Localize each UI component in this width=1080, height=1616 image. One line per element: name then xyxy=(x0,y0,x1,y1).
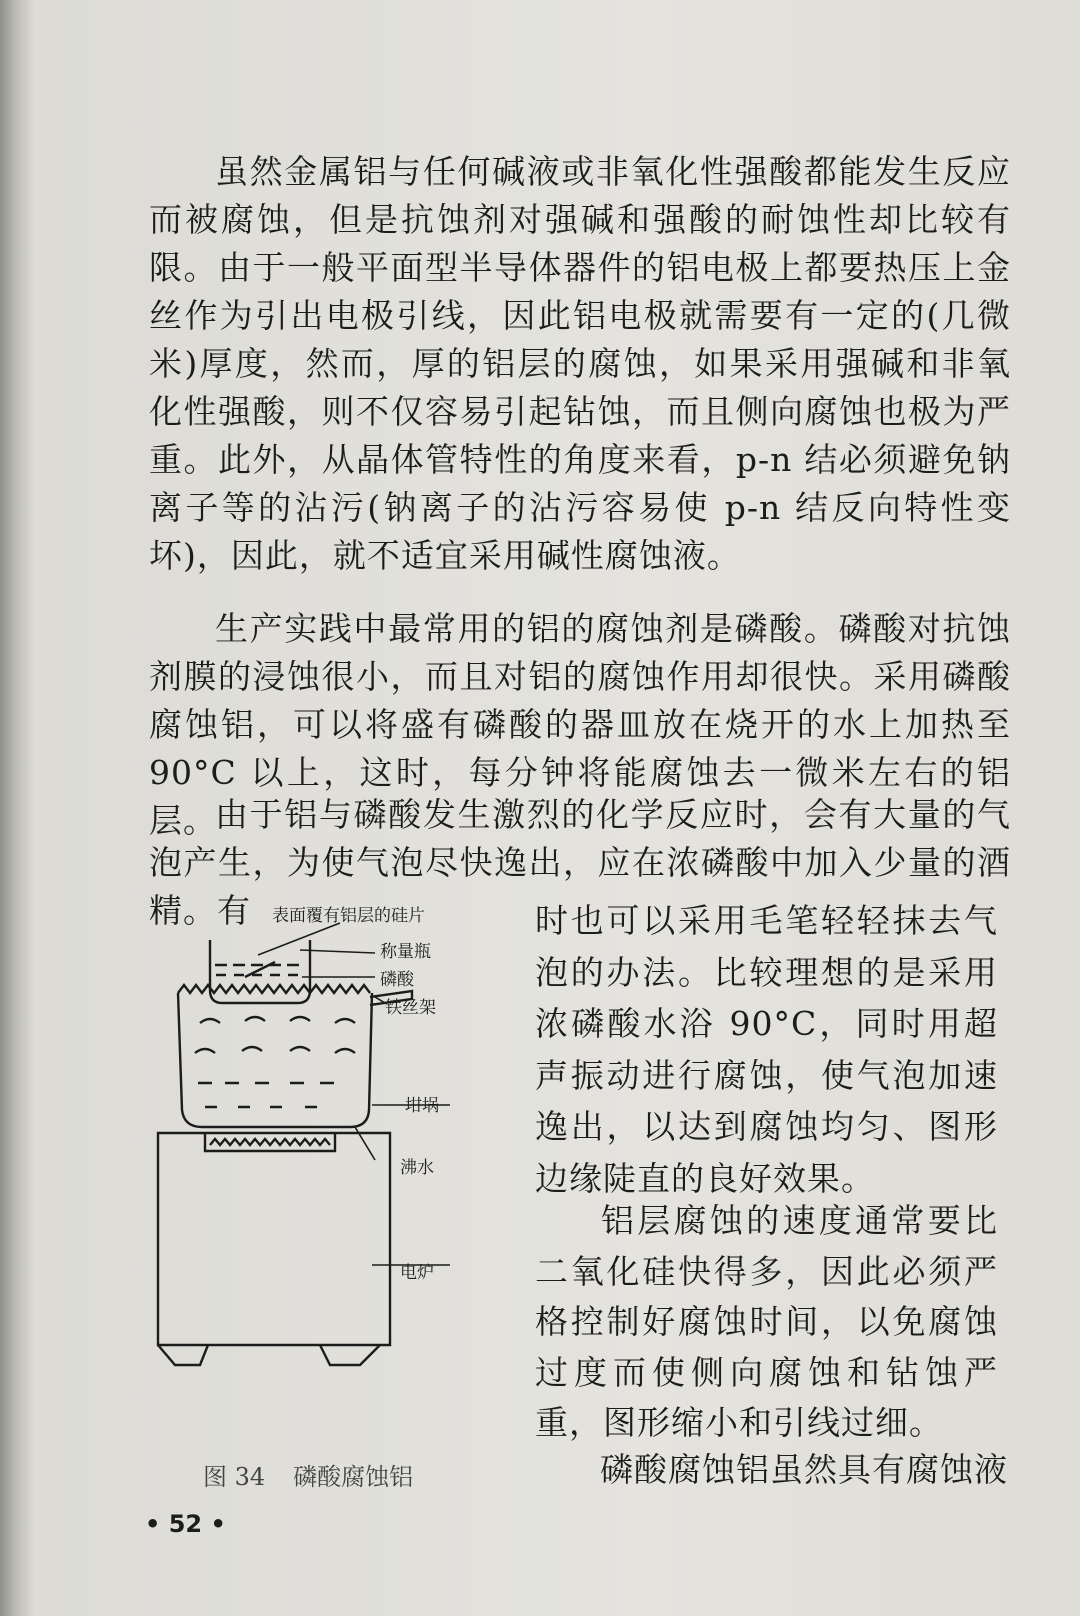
etching-apparatus-figure xyxy=(150,906,530,1375)
figure-label-iron-rack: 铁丝架 xyxy=(385,998,436,1018)
stove-feet-shape xyxy=(158,1345,380,1365)
figure-caption-title: 磷酸腐蚀铝 xyxy=(293,1463,414,1491)
etching-apparatus-diagram xyxy=(150,915,530,1375)
paragraph-bubbles: 由于铝与磷酸发生激烈的化学反应时，会有大量的气泡产生，为使气泡尽快逸出，应在浓磷酸中加入少量的酒精。有 xyxy=(149,795,1011,930)
figure-caption-number: 图 34 xyxy=(203,1463,266,1491)
paragraph-phosphoric-acid: 生产实践中最常用的铝的腐蚀剂是磷酸。磷酸对抗蚀剂膜的浸蚀很小，而且对铝的腐蚀作用却很快。采用磷酸腐蚀铝，可以将盛有磷酸的器皿放在烧开的水上加热至 90°C 以上，这时，每分钟将能腐蚀去一微米左右的铝层。 xyxy=(149,609,1011,840)
paragraph-page-end: 磷酸腐蚀铝虽然具有腐蚀液 xyxy=(600,1450,1008,1489)
paragraph-bubbles-continued: 时也可以采用毛笔轻轻抹去气泡的办法。比较理想的是采用浓磷酸水浴 90°C，同时用超声振动进行腐蚀，使气泡加速逸出，以达到腐蚀均匀、图形边缘陡直的良好效果。 xyxy=(535,901,998,1198)
figure-label-crucible: 坩埚 xyxy=(405,1096,439,1116)
paragraph-etch-rate: 铝层腐蚀的速度通常要比二氧化硅快得多，因此必须严格控制好腐蚀时间，以免腐蚀过度而使侧向腐蚀和钻蚀严重，图形缩小和引线过细。 xyxy=(535,1201,998,1442)
paragraph-aluminum-etching-intro: 虽然金属铝与任何碱液或非氧化性强酸都能发生反应而被腐蚀，但是抗蚀剂对强碱和强酸的耐蚀性却比较有限。由于一般平面型半导体器件的铝电极上都要热压上金丝作为引出电极引线，因此铝电极就需要有一定的(几微米)厚度，然而，厚的铝层的腐蚀，如果采用强碱和非氧化性强酸，则不仅容易引起钻蚀，而且侧向腐蚀也极为严重。此外，从晶体管特性的角度来看，p-n 结必须避免钠离子等的沾污(钠离子的沾污容易使 p-n 结反向特性变坏)，因此，就不适宜采用碱性腐蚀液。 xyxy=(149,152,1011,575)
stove-shape xyxy=(158,1133,390,1345)
figure-label-weighing-bottle: 称量瓶 xyxy=(380,942,431,962)
figure-caption xyxy=(203,1457,441,1492)
stove-heater-shape xyxy=(205,1133,335,1151)
iron-wire-rack-shape xyxy=(178,985,370,993)
figure-label-boiling-water: 沸水 xyxy=(400,1158,434,1178)
page-number: • 52 • xyxy=(145,1510,226,1538)
boiling-water-marks xyxy=(195,1017,355,1107)
figure-label-phosphoric-acid: 磷酸 xyxy=(380,970,414,990)
figure-label-wafer: 表面覆有铝层的硅片 xyxy=(272,906,425,926)
figure-label-stove: 电炉 xyxy=(400,1263,434,1283)
